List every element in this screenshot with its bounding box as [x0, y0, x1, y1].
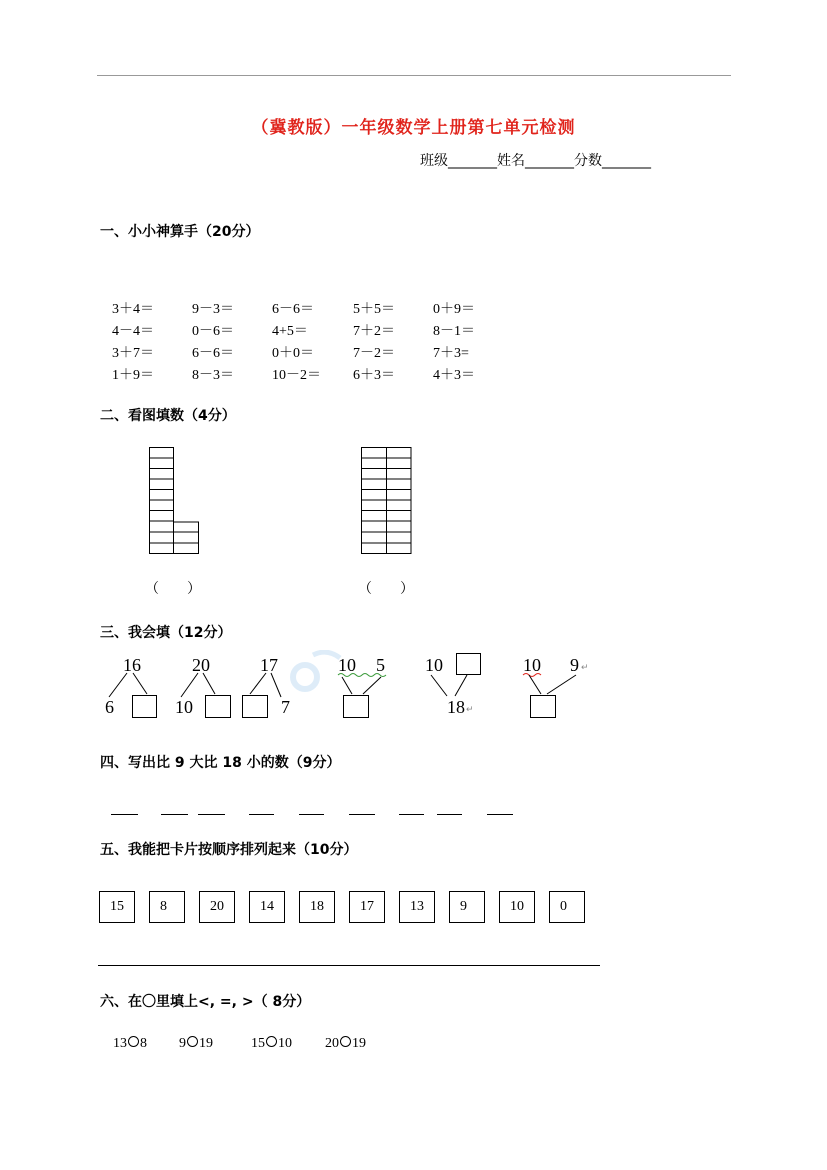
section3-heading: 三、我会填（12分）	[100, 625, 232, 641]
bond-top-left-number: 10	[338, 655, 356, 675]
header-rule	[97, 75, 731, 76]
compare-circle[interactable]	[340, 1036, 351, 1047]
number-card: 13	[399, 891, 435, 923]
number-card: 17	[349, 891, 385, 923]
compare-left: 13	[113, 1036, 127, 1051]
number-card: 10	[499, 891, 535, 923]
compare-circle[interactable]	[128, 1036, 139, 1047]
compare-circle[interactable]	[187, 1036, 198, 1047]
compare-item	[179, 1036, 213, 1052]
bond-answer-box	[206, 696, 231, 718]
answer-line[interactable]	[198, 814, 225, 815]
answer-line[interactable]	[349, 814, 375, 815]
number-bond-3	[243, 655, 291, 718]
number-card: 9	[449, 891, 485, 923]
bond-top-right-number: 5	[376, 655, 385, 675]
answer-line[interactable]	[299, 814, 324, 815]
compare-item	[113, 1036, 147, 1052]
compare-left: 15	[251, 1036, 265, 1051]
compare-right: 19	[352, 1036, 366, 1051]
counting-blocks-left	[145, 443, 205, 558]
bond-right-number: 7	[281, 697, 290, 717]
compare-right: 10	[278, 1036, 292, 1051]
bond-bottom-number: 18	[447, 697, 465, 717]
number-card: 15	[99, 891, 135, 923]
number-bond-diagrams	[95, 650, 605, 725]
equation: 1＋9＝	[112, 368, 154, 383]
equation: 4－4＝	[112, 324, 154, 339]
number-card: 0	[549, 891, 585, 923]
counting-blocks-right	[358, 443, 418, 558]
bond-top-number: 17	[260, 655, 278, 675]
number-card: 20	[199, 891, 235, 923]
answer-blank-left[interactable]: （ ）	[145, 582, 201, 597]
bond-answer-box	[457, 654, 481, 675]
answer-line[interactable]	[399, 814, 424, 815]
equation: 5＋5＝	[353, 302, 395, 317]
equation: 0＋9＝	[433, 302, 475, 317]
page-title: （冀教版）一年级数学上册第七单元检测	[251, 118, 576, 138]
student-info-line: 班级_______姓名_______分数_______	[420, 153, 651, 169]
equation: 9－3＝	[192, 302, 234, 317]
bond-left-number: 10	[175, 697, 193, 717]
section2-heading: 二、看图填数（4分）	[100, 408, 236, 424]
number-card: 14	[249, 891, 285, 923]
section4-heading: 四、写出比 9 大比 18 小的数（9分）	[100, 755, 341, 771]
equation: 7＋2＝	[353, 324, 395, 339]
number-card: 18	[299, 891, 335, 923]
bond-answer-box	[531, 696, 556, 718]
bond-left-number: 6	[105, 697, 114, 717]
compare-left: 9	[179, 1036, 186, 1051]
answer-line-long[interactable]	[98, 965, 600, 966]
answer-line[interactable]	[111, 814, 138, 815]
equation: 0＋0＝	[272, 346, 314, 361]
bond-top-left-number: 10	[425, 655, 443, 675]
svg-text:↵: ↵	[466, 704, 474, 714]
answer-line[interactable]	[437, 814, 462, 815]
equation: 3＋7＝	[112, 346, 154, 361]
bond-answer-box	[243, 696, 268, 718]
equation: 8－3＝	[192, 368, 234, 383]
bond-answer-box	[133, 696, 157, 718]
answer-blank-right[interactable]: （ ）	[358, 582, 414, 597]
equation: 6＋3＝	[353, 368, 395, 383]
equation: 4+5＝	[272, 324, 308, 339]
section1-heading: 一、小小神算手（20分）	[100, 224, 260, 240]
section5-heading: 五、我能把卡片按顺序排列起来（10分）	[100, 842, 358, 858]
number-bond-5	[425, 654, 481, 718]
number-bond-2	[175, 655, 231, 718]
section6-heading: 六、在〇里填上<, =, >（ 8分）	[100, 994, 311, 1010]
bond-answer-box	[344, 696, 369, 718]
watermark-logo	[293, 652, 340, 689]
equation: 6－6＝	[272, 302, 314, 317]
bond-top-left-number: 10	[523, 655, 541, 675]
compare-right: 8	[140, 1036, 147, 1051]
number-bond-6	[523, 655, 589, 718]
equation: 3＋4＝	[112, 302, 154, 317]
answer-line[interactable]	[249, 814, 274, 815]
bond-top-number: 20	[192, 655, 210, 675]
equation: 7＋3=	[433, 346, 469, 361]
compare-left: 20	[325, 1036, 339, 1051]
equation: 4＋3＝	[433, 368, 475, 383]
equation: 7－2＝	[353, 346, 395, 361]
compare-item	[251, 1036, 292, 1052]
bond-top-right-number: 9	[570, 655, 579, 675]
number-card: 8	[149, 891, 185, 923]
compare-right: 19	[199, 1036, 213, 1051]
answer-line[interactable]	[161, 814, 188, 815]
equation: 6－6＝	[192, 346, 234, 361]
number-bond-4	[338, 655, 386, 718]
equation: 10－2＝	[272, 368, 321, 383]
compare-circle[interactable]	[266, 1036, 277, 1047]
answer-line[interactable]	[487, 814, 513, 815]
equation: 8－1＝	[433, 324, 475, 339]
compare-item	[325, 1036, 366, 1052]
svg-text:↵: ↵	[581, 662, 589, 672]
bond-top-number: 16	[123, 655, 141, 675]
equation: 0－6＝	[192, 324, 234, 339]
number-bond-1	[105, 655, 157, 718]
